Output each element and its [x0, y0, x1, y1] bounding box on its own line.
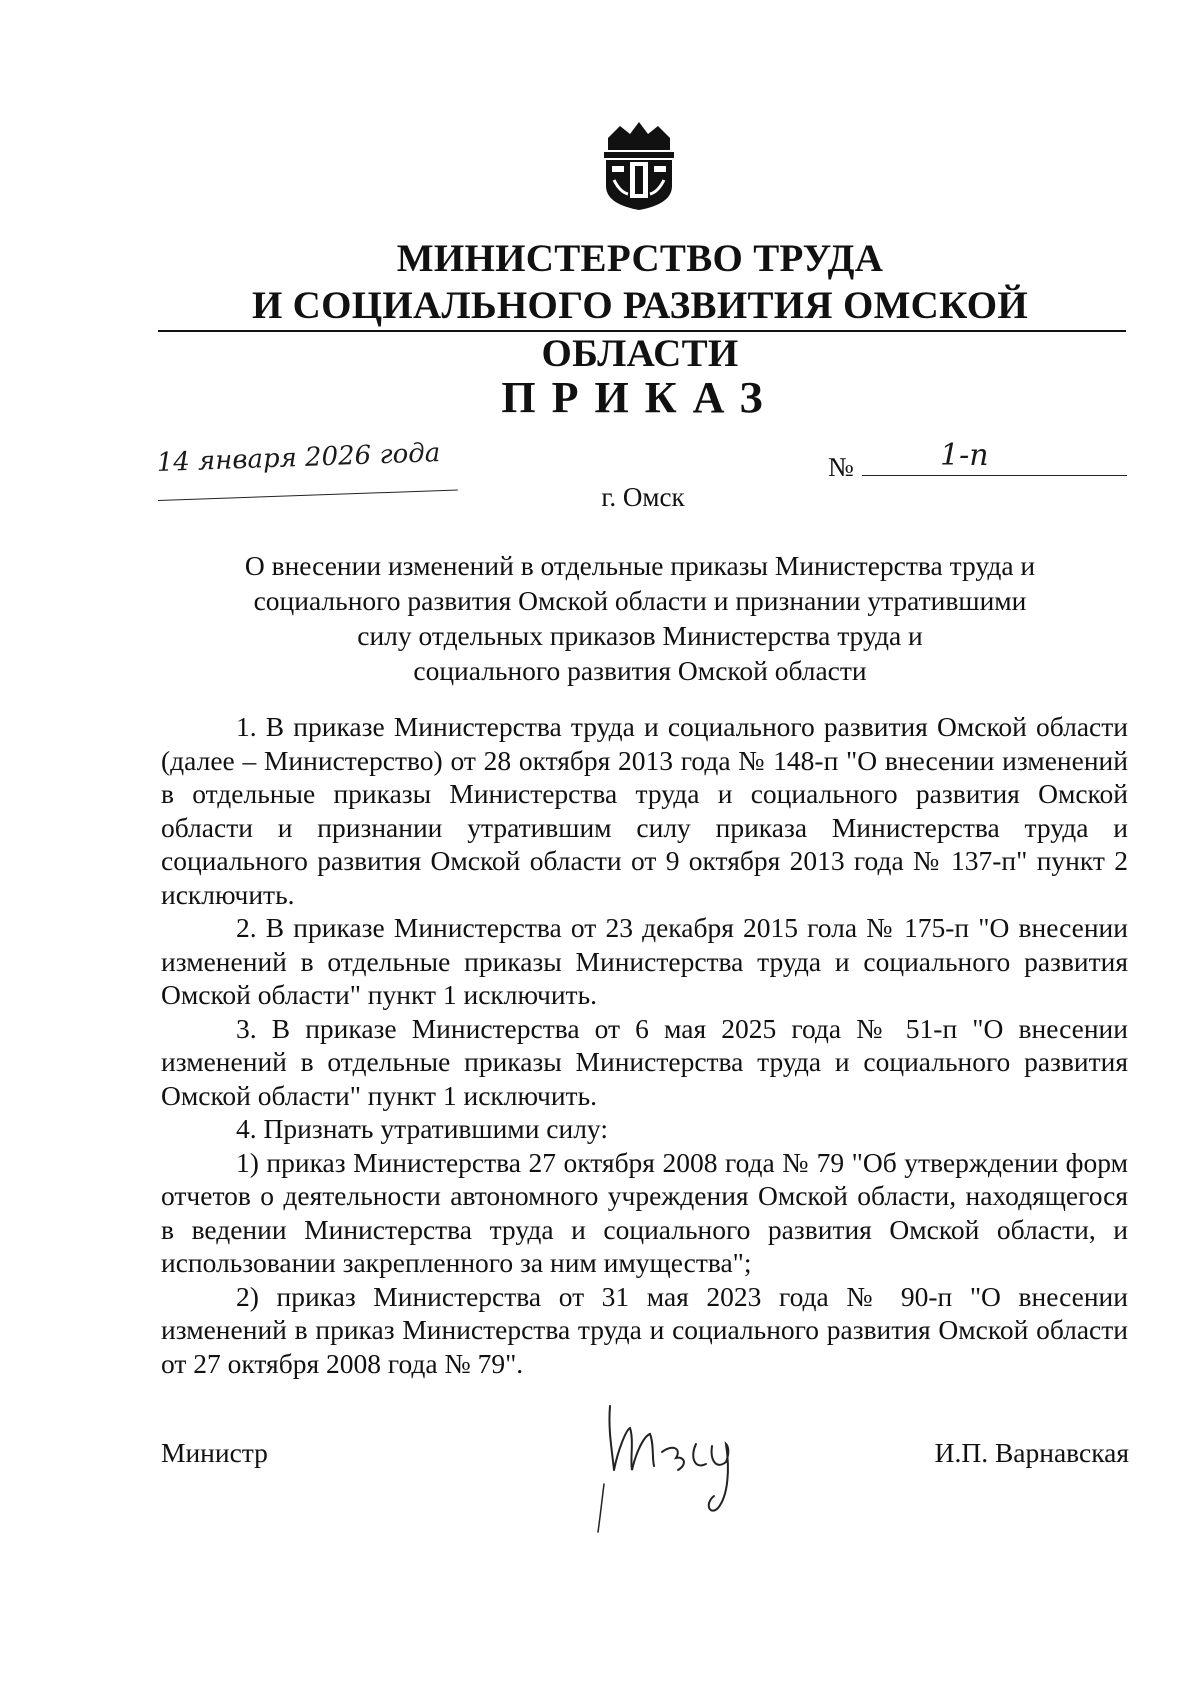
subject-line: социального развития Омской области и признании утратившими [253, 585, 1027, 616]
order-body [161, 710, 1128, 1380]
signatory-title: Министр [161, 1437, 268, 1468]
subject-line: социального развития Омской области [413, 655, 867, 686]
signatory-name: И.П. Варнавская [934, 1437, 1129, 1468]
order-number-label: № [828, 452, 854, 482]
handwritten-signature [592, 1400, 762, 1550]
subject-line: силу отдельных приказов Министерства труда и [357, 620, 923, 651]
ministry-name-line1: МИНИСТЕРСТВО ТРУДА [396, 237, 884, 280]
order-number-underline [862, 475, 1127, 476]
city: г. Омск [601, 482, 685, 512]
body-paragraph: 1. В приказе Министерства труда и социального развития Омской области (далее – Министерство) от 28 октября 2013 года № 148-п "О внесении изменений в отдельные приказы Министерства труда и социального развития Омской области и признании утратившим силу приказа Министерства труда и социального развития Омской области от 9 октября 2013 года № 137-п" пункт 2 исключить. [161, 711, 1128, 910]
handwritten-order-number: 1-п [940, 438, 989, 473]
coat-of-arms-icon [600, 120, 678, 212]
body-paragraph: 3. В приказе Министерства от 6 мая 2025 года № 51-п "О внесении изменений в отдельные приказы Министерства труда и социального развития Омской области" пункт 1 исключить. [161, 1012, 1128, 1111]
body-paragraph: 1) приказ Министерства 27 октября 2008 года № 79 "Об утверждении форм отчетов о деятельности автономного учреждения Омской области, находящегося в ведении Министерства труда и социального развития Омской области, и использовании закрепленного за ним имущества"; [161, 1146, 1128, 1278]
subject-line: О внесении изменений в отдельные приказы Министерства труда и [244, 550, 1036, 581]
body-paragraph: 2) приказ Министерства от 31 мая 2023 года № 90-п "О внесении изменений в приказ Министерства труда и социального развития Омской области от 27 октября 2008 года № 79". [161, 1280, 1128, 1379]
handwritten-date: 14 января 2026 года [156, 438, 458, 501]
header-divider [158, 330, 1126, 332]
order-subject [210, 548, 1070, 688]
body-paragraph: 2. В приказе Министерства от 23 декабря 2015 гола № 175-п "О внесении изменений в отдельные приказы Министерства труда и социального развития Омской области" пункт 1 исключить. [161, 912, 1128, 1010]
body-paragraph: 4. Признать утратившими силу: [236, 1113, 608, 1144]
ministry-name-line2: И СОЦИАЛЬНОГО РАЗВИТИЯ ОМСКОЙ ОБЛАСТИ [251, 284, 1029, 375]
document-type-title: ПРИКАЗ [501, 373, 779, 422]
